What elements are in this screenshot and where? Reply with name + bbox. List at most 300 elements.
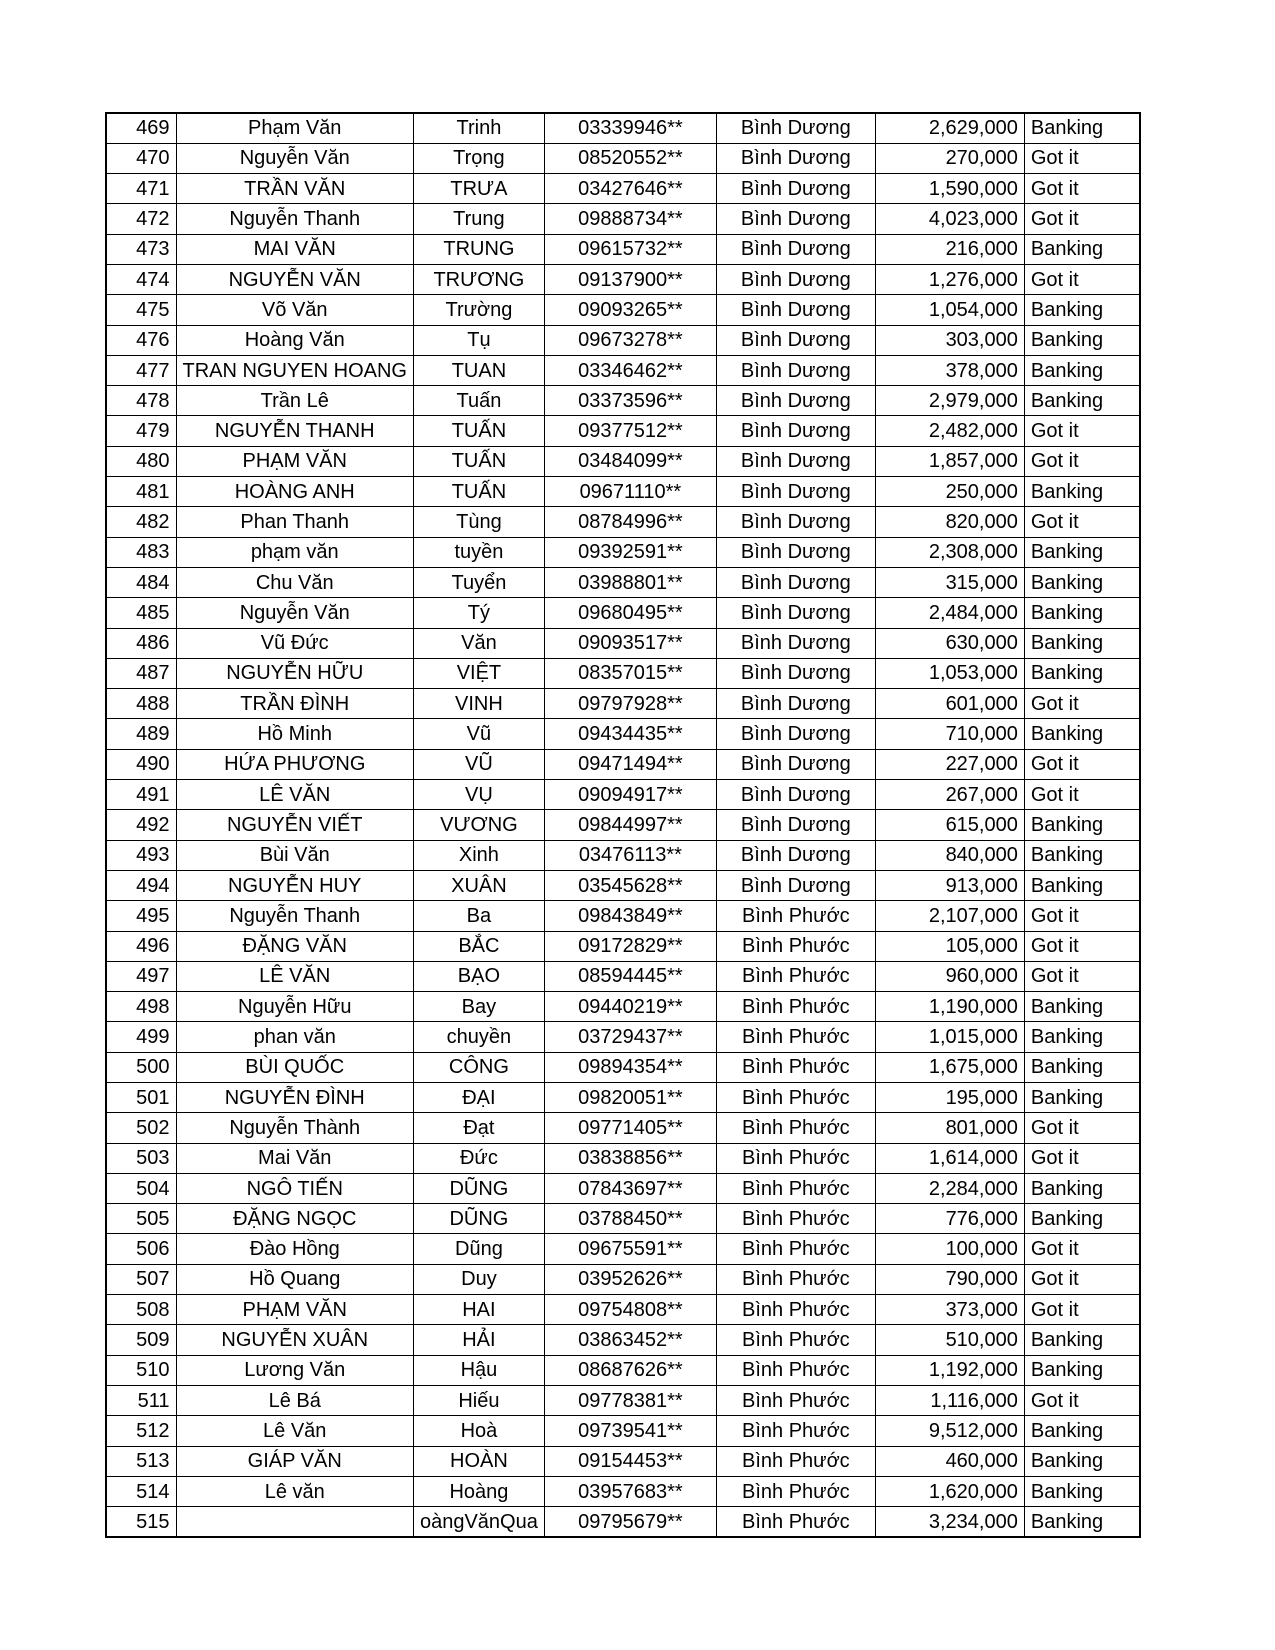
first-name-cell: Đào Hồng — [176, 1234, 413, 1264]
given-name-cell: TUẤN — [413, 477, 544, 507]
phone-cell: 09771405** — [544, 1113, 716, 1143]
row-number-cell: 513 — [106, 1446, 176, 1476]
phone-cell: 09675591** — [544, 1234, 716, 1264]
payment-method-cell: Banking — [1024, 1173, 1140, 1203]
payment-method-cell: Banking — [1024, 113, 1140, 143]
row-number-cell: 498 — [106, 992, 176, 1022]
amount-cell: 2,979,000 — [875, 386, 1024, 416]
payment-method-cell: Got it — [1024, 507, 1140, 537]
payment-method-cell: Got it — [1024, 1264, 1140, 1294]
phone-cell: 03952626** — [544, 1264, 716, 1294]
phone-cell: 08520552** — [544, 143, 716, 173]
row-number-cell: 492 — [106, 810, 176, 840]
given-name-cell: Ba — [413, 901, 544, 931]
payment-method-cell: Got it — [1024, 901, 1140, 931]
province-cell: Bình Dương — [716, 416, 875, 446]
given-name-cell: Đạt — [413, 1113, 544, 1143]
province-cell: Bình Dương — [716, 537, 875, 567]
first-name-cell: HOÀNG ANH — [176, 477, 413, 507]
table-row — [106, 628, 1140, 658]
province-cell: Bình Phước — [716, 1143, 875, 1173]
amount-cell: 601,000 — [875, 689, 1024, 719]
table-row — [106, 1083, 1140, 1113]
first-name-cell: Lê văn — [176, 1476, 413, 1506]
row-number-cell: 502 — [106, 1113, 176, 1143]
given-name-cell: HOÀN — [413, 1446, 544, 1476]
row-number-cell: 487 — [106, 658, 176, 688]
table-row — [106, 1022, 1140, 1052]
province-cell: Bình Phước — [716, 1416, 875, 1446]
province-cell: Bình Phước — [716, 1355, 875, 1385]
amount-cell: 105,000 — [875, 931, 1024, 961]
province-cell: Bình Dương — [716, 234, 875, 264]
province-cell: Bình Phước — [716, 992, 875, 1022]
province-cell: Bình Phước — [716, 901, 875, 931]
phone-cell: 03988801** — [544, 567, 716, 597]
province-cell: Bình Phước — [716, 1113, 875, 1143]
first-name-cell: Nguyễn Hữu — [176, 992, 413, 1022]
given-name-cell: Trinh — [413, 113, 544, 143]
amount-cell: 9,512,000 — [875, 1416, 1024, 1446]
given-name-cell: TRUNG — [413, 234, 544, 264]
given-name-cell: DŨNG — [413, 1204, 544, 1234]
province-cell: Bình Dương — [716, 810, 875, 840]
table-row — [106, 1446, 1140, 1476]
row-number-cell: 479 — [106, 416, 176, 446]
payment-method-cell: Got it — [1024, 174, 1140, 204]
amount-cell: 195,000 — [875, 1083, 1024, 1113]
province-cell: Bình Phước — [716, 1173, 875, 1203]
payment-method-cell: Banking — [1024, 1022, 1140, 1052]
phone-cell: 08687626** — [544, 1355, 716, 1385]
first-name-cell: phạm văn — [176, 537, 413, 567]
phone-cell: 09094917** — [544, 780, 716, 810]
amount-cell: 2,482,000 — [875, 416, 1024, 446]
table-row — [106, 689, 1140, 719]
payment-method-cell: Banking — [1024, 1325, 1140, 1355]
payment-method-cell: Got it — [1024, 1295, 1140, 1325]
table-row — [106, 325, 1140, 355]
row-number-cell: 473 — [106, 234, 176, 264]
row-number-cell: 486 — [106, 628, 176, 658]
table-row — [106, 446, 1140, 476]
table-row — [106, 567, 1140, 597]
given-name-cell: HẢI — [413, 1325, 544, 1355]
row-number-cell: 512 — [106, 1416, 176, 1446]
province-cell: Bình Phước — [716, 1234, 875, 1264]
given-name-cell: BẠO — [413, 961, 544, 991]
phone-cell: 03957683** — [544, 1476, 716, 1506]
given-name-cell: tuyền — [413, 537, 544, 567]
table-row — [106, 1113, 1140, 1143]
first-name-cell: TRAN NGUYEN HOANG — [176, 355, 413, 385]
amount-cell: 2,107,000 — [875, 901, 1024, 931]
province-cell: Bình Dương — [716, 749, 875, 779]
first-name-cell: Nguyễn Văn — [176, 598, 413, 628]
row-number-cell: 476 — [106, 325, 176, 355]
payment-method-cell: Got it — [1024, 1113, 1140, 1143]
amount-cell: 267,000 — [875, 780, 1024, 810]
data-table — [105, 112, 1141, 1538]
province-cell: Bình Dương — [716, 355, 875, 385]
payment-method-cell: Banking — [1024, 1507, 1140, 1537]
amount-cell: 710,000 — [875, 719, 1024, 749]
table-row — [106, 1385, 1140, 1415]
province-cell: Bình Phước — [716, 1507, 875, 1537]
payment-method-cell: Banking — [1024, 567, 1140, 597]
given-name-cell: chuyền — [413, 1022, 544, 1052]
phone-cell: 09154453** — [544, 1446, 716, 1476]
payment-method-cell: Got it — [1024, 780, 1140, 810]
table-row — [106, 1234, 1140, 1264]
payment-method-cell: Banking — [1024, 537, 1140, 567]
first-name-cell: NGUYỄN ĐÌNH — [176, 1083, 413, 1113]
province-cell: Bình Phước — [716, 1204, 875, 1234]
payment-method-cell: Banking — [1024, 295, 1140, 325]
first-name-cell: Phạm Văn — [176, 113, 413, 143]
table-row — [106, 174, 1140, 204]
payment-method-cell: Banking — [1024, 1083, 1140, 1113]
payment-method-cell: Banking — [1024, 234, 1140, 264]
amount-cell: 378,000 — [875, 355, 1024, 385]
row-number-cell: 508 — [106, 1295, 176, 1325]
payment-method-cell: Got it — [1024, 749, 1140, 779]
payment-method-cell: Banking — [1024, 355, 1140, 385]
given-name-cell: VINH — [413, 689, 544, 719]
first-name-cell: NGUYỄN HỮU — [176, 658, 413, 688]
first-name-cell: Mai Văn — [176, 1143, 413, 1173]
payment-method-cell: Banking — [1024, 477, 1140, 507]
first-name-cell: LÊ VĂN — [176, 961, 413, 991]
amount-cell: 2,308,000 — [875, 537, 1024, 567]
table-row — [106, 477, 1140, 507]
phone-cell: 09172829** — [544, 931, 716, 961]
given-name-cell: HAI — [413, 1295, 544, 1325]
province-cell: Bình Dương — [716, 840, 875, 870]
row-number-cell: 474 — [106, 264, 176, 294]
given-name-cell: DŨNG — [413, 1173, 544, 1203]
phone-cell: 03484099** — [544, 446, 716, 476]
payment-method-cell: Got it — [1024, 689, 1140, 719]
given-name-cell: Tuấn — [413, 386, 544, 416]
first-name-cell: GIÁP VĂN — [176, 1446, 413, 1476]
province-cell: Bình Phước — [716, 1052, 875, 1082]
province-cell: Bình Phước — [716, 931, 875, 961]
given-name-cell: Văn — [413, 628, 544, 658]
province-cell: Bình Dương — [716, 174, 875, 204]
given-name-cell: Trung — [413, 204, 544, 234]
table-row — [106, 719, 1140, 749]
payment-method-cell: Banking — [1024, 658, 1140, 688]
phone-cell: 09377512** — [544, 416, 716, 446]
amount-cell: 913,000 — [875, 870, 1024, 900]
payment-method-cell: Got it — [1024, 204, 1140, 234]
province-cell: Bình Phước — [716, 1264, 875, 1294]
table-row — [106, 1416, 1140, 1446]
given-name-cell: Đức — [413, 1143, 544, 1173]
table-row — [106, 507, 1140, 537]
row-number-cell: 514 — [106, 1476, 176, 1506]
province-cell: Bình Dương — [716, 386, 875, 416]
given-name-cell: Vũ — [413, 719, 544, 749]
phone-cell: 03346462** — [544, 355, 716, 385]
phone-cell: 09820051** — [544, 1083, 716, 1113]
given-name-cell: oàngVănQua — [413, 1507, 544, 1537]
given-name-cell: CÔNG — [413, 1052, 544, 1082]
province-cell: Bình Dương — [716, 719, 875, 749]
table-row — [106, 780, 1140, 810]
payment-method-cell: Got it — [1024, 264, 1140, 294]
province-cell: Bình Dương — [716, 689, 875, 719]
phone-cell: 03788450** — [544, 1204, 716, 1234]
table-row — [106, 234, 1140, 264]
first-name-cell: Lê Bá — [176, 1385, 413, 1415]
row-number-cell: 470 — [106, 143, 176, 173]
first-name-cell: ĐẶNG NGỌC — [176, 1204, 413, 1234]
amount-cell: 840,000 — [875, 840, 1024, 870]
first-name-cell: Bùi Văn — [176, 840, 413, 870]
first-name-cell: NGUYỄN THANH — [176, 416, 413, 446]
amount-cell: 1,614,000 — [875, 1143, 1024, 1173]
province-cell: Bình Phước — [716, 1476, 875, 1506]
province-cell: Bình Dương — [716, 477, 875, 507]
phone-cell: 09392591** — [544, 537, 716, 567]
row-number-cell: 493 — [106, 840, 176, 870]
row-number-cell: 510 — [106, 1355, 176, 1385]
table-row — [106, 1507, 1140, 1537]
table-row — [106, 204, 1140, 234]
first-name-cell: HỨA PHƯƠNG — [176, 749, 413, 779]
payment-method-cell: Banking — [1024, 1204, 1140, 1234]
first-name-cell: NGÔ TIẾN — [176, 1173, 413, 1203]
first-name-cell: Lê Văn — [176, 1416, 413, 1446]
payment-method-cell: Banking — [1024, 719, 1140, 749]
amount-cell: 1,675,000 — [875, 1052, 1024, 1082]
payment-method-cell: Banking — [1024, 1476, 1140, 1506]
amount-cell: 270,000 — [875, 143, 1024, 173]
payment-method-cell: Banking — [1024, 1052, 1140, 1082]
table-row — [106, 143, 1140, 173]
phone-cell: 09795679** — [544, 1507, 716, 1537]
phone-cell: 03427646** — [544, 174, 716, 204]
given-name-cell: BẮC — [413, 931, 544, 961]
payment-method-cell: Banking — [1024, 325, 1140, 355]
amount-cell: 250,000 — [875, 477, 1024, 507]
payment-method-cell: Got it — [1024, 446, 1140, 476]
first-name-cell: Hồ Minh — [176, 719, 413, 749]
first-name-cell: Nguyễn Thanh — [176, 901, 413, 931]
given-name-cell: TUẤN — [413, 416, 544, 446]
payment-method-cell: Got it — [1024, 1385, 1140, 1415]
first-name-cell: Phan Thanh — [176, 507, 413, 537]
first-name-cell: TRẦN VĂN — [176, 174, 413, 204]
province-cell: Bình Phước — [716, 1083, 875, 1113]
first-name-cell: NGUYỄN VĂN — [176, 264, 413, 294]
province-cell: Bình Dương — [716, 658, 875, 688]
amount-cell: 630,000 — [875, 628, 1024, 658]
province-cell: Bình Dương — [716, 628, 875, 658]
payment-method-cell: Banking — [1024, 870, 1140, 900]
row-number-cell: 469 — [106, 113, 176, 143]
given-name-cell: TRƯA — [413, 174, 544, 204]
phone-cell: 09440219** — [544, 992, 716, 1022]
payment-method-cell: Got it — [1024, 1143, 1140, 1173]
phone-cell: 03373596** — [544, 386, 716, 416]
phone-cell: 09093265** — [544, 295, 716, 325]
row-number-cell: 501 — [106, 1083, 176, 1113]
given-name-cell: Hoàng — [413, 1476, 544, 1506]
table-body — [106, 113, 1140, 1537]
first-name-cell: PHẠM VĂN — [176, 1295, 413, 1325]
phone-cell: 09471494** — [544, 749, 716, 779]
amount-cell: 820,000 — [875, 507, 1024, 537]
amount-cell: 615,000 — [875, 810, 1024, 840]
phone-cell: 09093517** — [544, 628, 716, 658]
amount-cell: 1,276,000 — [875, 264, 1024, 294]
table-row — [106, 1476, 1140, 1506]
amount-cell: 460,000 — [875, 1446, 1024, 1476]
amount-cell: 1,054,000 — [875, 295, 1024, 325]
given-name-cell: Trường — [413, 295, 544, 325]
province-cell: Bình Dương — [716, 507, 875, 537]
table-row — [106, 1355, 1140, 1385]
row-number-cell: 511 — [106, 1385, 176, 1415]
table-row — [106, 416, 1140, 446]
first-name-cell: Nguyễn Văn — [176, 143, 413, 173]
row-number-cell: 491 — [106, 780, 176, 810]
amount-cell: 790,000 — [875, 1264, 1024, 1294]
row-number-cell: 490 — [106, 749, 176, 779]
table-row — [106, 749, 1140, 779]
phone-cell: 09680495** — [544, 598, 716, 628]
table-row — [106, 931, 1140, 961]
given-name-cell: ĐẠI — [413, 1083, 544, 1113]
given-name-cell: Trọng — [413, 143, 544, 173]
province-cell: Bình Phước — [716, 1446, 875, 1476]
first-name-cell: LÊ VĂN — [176, 780, 413, 810]
amount-cell: 315,000 — [875, 567, 1024, 597]
table-row — [106, 840, 1140, 870]
amount-cell: 3,234,000 — [875, 1507, 1024, 1537]
amount-cell: 1,116,000 — [875, 1385, 1024, 1415]
given-name-cell: Hiếu — [413, 1385, 544, 1415]
table-row — [106, 961, 1140, 991]
province-cell: Bình Phước — [716, 1022, 875, 1052]
given-name-cell: Tuyển — [413, 567, 544, 597]
payment-method-cell: Banking — [1024, 1355, 1140, 1385]
row-number-cell: 509 — [106, 1325, 176, 1355]
amount-cell: 801,000 — [875, 1113, 1024, 1143]
amount-cell: 776,000 — [875, 1204, 1024, 1234]
first-name-cell: Vũ Đức — [176, 628, 413, 658]
phone-cell: 09137900** — [544, 264, 716, 294]
table-row — [106, 113, 1140, 143]
table-row — [106, 1173, 1140, 1203]
province-cell: Bình Phước — [716, 1385, 875, 1415]
given-name-cell: Hoà — [413, 1416, 544, 1446]
row-number-cell: 489 — [106, 719, 176, 749]
payment-method-cell: Got it — [1024, 931, 1140, 961]
amount-cell: 1,192,000 — [875, 1355, 1024, 1385]
province-cell: Bình Dương — [716, 264, 875, 294]
phone-cell: 08357015** — [544, 658, 716, 688]
table-row — [106, 870, 1140, 900]
province-cell: Bình Phước — [716, 1295, 875, 1325]
given-name-cell: Dũng — [413, 1234, 544, 1264]
phone-cell: 08784996** — [544, 507, 716, 537]
payment-method-cell: Got it — [1024, 961, 1140, 991]
phone-cell: 09739541** — [544, 1416, 716, 1446]
given-name-cell: Hậu — [413, 1355, 544, 1385]
row-number-cell: 494 — [106, 870, 176, 900]
first-name-cell: ĐẶNG VĂN — [176, 931, 413, 961]
amount-cell: 2,284,000 — [875, 1173, 1024, 1203]
province-cell: Bình Dương — [716, 598, 875, 628]
province-cell: Bình Dương — [716, 446, 875, 476]
row-number-cell: 499 — [106, 1022, 176, 1052]
table-row — [106, 810, 1140, 840]
amount-cell: 4,023,000 — [875, 204, 1024, 234]
given-name-cell: VŨ — [413, 749, 544, 779]
phone-cell: 09434435** — [544, 719, 716, 749]
table-row — [106, 537, 1140, 567]
amount-cell: 1,857,000 — [875, 446, 1024, 476]
table-row — [106, 1143, 1140, 1173]
given-name-cell: Tùng — [413, 507, 544, 537]
given-name-cell: VIỆT — [413, 658, 544, 688]
first-name-cell: NGUYỄN XUÂN — [176, 1325, 413, 1355]
row-number-cell: 475 — [106, 295, 176, 325]
given-name-cell: TRƯƠNG — [413, 264, 544, 294]
province-cell: Bình Dương — [716, 870, 875, 900]
row-number-cell: 504 — [106, 1173, 176, 1203]
row-number-cell: 471 — [106, 174, 176, 204]
first-name-cell: Hồ Quang — [176, 1264, 413, 1294]
row-number-cell: 497 — [106, 961, 176, 991]
table-row — [106, 1295, 1140, 1325]
amount-cell: 1,590,000 — [875, 174, 1024, 204]
first-name-cell: NGUYỄN HUY — [176, 870, 413, 900]
phone-cell: 09615732** — [544, 234, 716, 264]
payment-method-cell: Got it — [1024, 143, 1140, 173]
phone-cell: 03863452** — [544, 1325, 716, 1355]
given-name-cell: VƯƠNG — [413, 810, 544, 840]
table-row — [106, 355, 1140, 385]
table-row — [106, 901, 1140, 931]
row-number-cell: 515 — [106, 1507, 176, 1537]
row-number-cell: 482 — [106, 507, 176, 537]
first-name-cell: NGUYỄN VIẾT — [176, 810, 413, 840]
phone-cell: 09671110** — [544, 477, 716, 507]
payment-method-cell: Banking — [1024, 386, 1140, 416]
table-row — [106, 992, 1140, 1022]
province-cell: Bình Dương — [716, 567, 875, 597]
first-name-cell: Chu Văn — [176, 567, 413, 597]
phone-cell: 03729437** — [544, 1022, 716, 1052]
phone-cell: 03545628** — [544, 870, 716, 900]
first-name-cell: Hoàng Văn — [176, 325, 413, 355]
given-name-cell: TUẤN — [413, 446, 544, 476]
row-number-cell: 485 — [106, 598, 176, 628]
table-row — [106, 1052, 1140, 1082]
phone-cell: 09754808** — [544, 1295, 716, 1325]
table-row — [106, 264, 1140, 294]
first-name-cell: MAI VĂN — [176, 234, 413, 264]
payment-method-cell: Banking — [1024, 810, 1140, 840]
table-row — [106, 386, 1140, 416]
given-name-cell: Xinh — [413, 840, 544, 870]
amount-cell: 960,000 — [875, 961, 1024, 991]
